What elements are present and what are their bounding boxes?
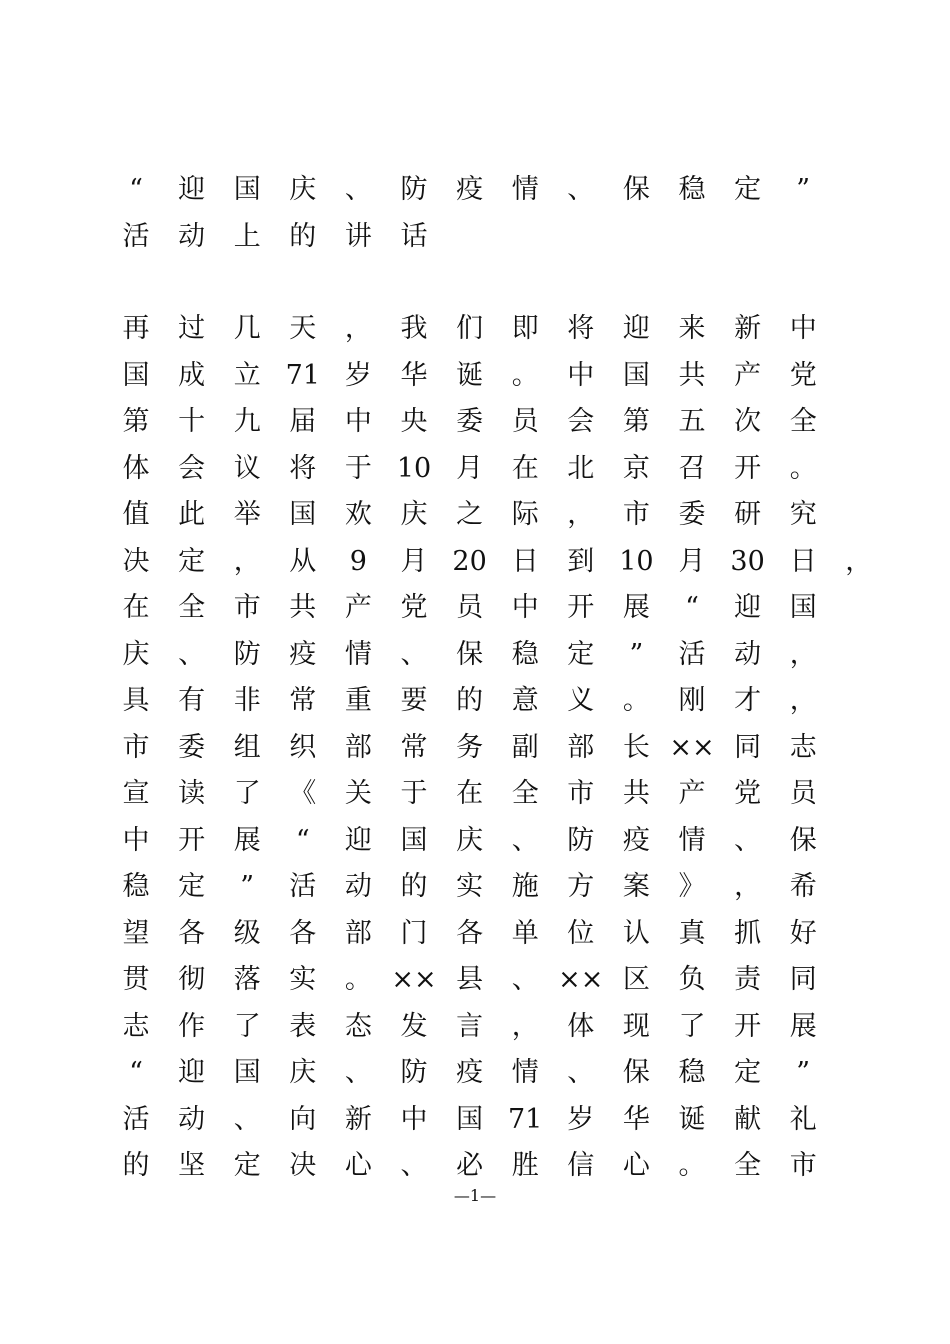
glyph: 活 [122, 1103, 150, 1135]
glyph: 重 [344, 685, 372, 716]
glyph: 产 [734, 359, 762, 391]
glyph: 党 [734, 778, 762, 809]
glyph: 彻 [178, 964, 206, 995]
glyph: 心 [622, 1150, 650, 1181]
glyph: 定 [178, 871, 206, 902]
glyph: ， [567, 499, 595, 530]
text-line [124, 170, 894, 210]
glyph: “ [129, 174, 143, 205]
glyph: ×× [669, 731, 715, 763]
page-number: —1— [453, 1186, 497, 1205]
glyph: 五 [678, 406, 706, 437]
glyph: 稳 [678, 174, 706, 205]
glyph: 庆 [456, 824, 484, 856]
glyph: 意 [511, 685, 539, 716]
text-line [124, 728, 894, 768]
glyph: 庆 [400, 499, 428, 530]
glyph: 疫 [289, 638, 317, 670]
glyph: 国 [233, 174, 261, 205]
glyph: 稳 [678, 1057, 706, 1088]
glyph: 中 [122, 824, 150, 856]
text-line [124, 356, 894, 396]
glyph: 国 [622, 359, 650, 391]
glyph: 希 [789, 871, 817, 902]
glyph: 。 [344, 964, 372, 995]
glyph: 。 [789, 452, 817, 484]
glyph: 稳 [511, 638, 539, 670]
glyph: 71 [508, 1103, 543, 1135]
glyph: 部 [344, 917, 372, 949]
glyph: 庆 [289, 1057, 317, 1088]
glyph: 长 [622, 731, 650, 763]
glyph: 情 [511, 174, 539, 205]
glyph: 迎 [178, 174, 206, 205]
glyph: 市 [622, 499, 650, 530]
glyph: 从 [289, 545, 317, 577]
glyph: 20 [452, 545, 487, 577]
glyph: 几 [233, 313, 261, 344]
glyph: 防 [233, 638, 261, 670]
glyph: 认 [622, 917, 650, 949]
glyph: 月 [400, 545, 428, 577]
glyph: 开 [734, 1010, 762, 1042]
glyph: 日 [511, 545, 539, 577]
glyph: 作 [178, 1010, 206, 1042]
glyph: 坚 [178, 1150, 206, 1181]
glyph: 国 [233, 1057, 261, 1088]
glyph: 防 [567, 824, 595, 856]
glyph: 上 [233, 220, 261, 252]
text-line [124, 774, 894, 814]
glyph: 贯 [122, 964, 150, 995]
text-line [124, 449, 894, 489]
glyph: ” [796, 174, 811, 205]
glyph: 中 [567, 359, 595, 391]
glyph: 党 [789, 359, 817, 391]
glyph: 中 [344, 406, 372, 437]
glyph: 央 [400, 406, 428, 437]
glyph: 有 [178, 685, 206, 716]
text-line [124, 402, 894, 442]
glyph: 新 [344, 1103, 372, 1135]
glyph: 定 [178, 545, 206, 577]
glyph: 中 [400, 1103, 428, 1135]
glyph: 、 [344, 174, 372, 205]
text-line [124, 495, 894, 535]
glyph: 施 [511, 871, 539, 902]
glyph: 情 [678, 824, 706, 856]
glyph: 将 [289, 452, 317, 484]
glyph: 诞 [678, 1103, 706, 1135]
glyph: 的 [400, 871, 428, 902]
glyph: 。 [511, 359, 539, 391]
glyph: 动 [344, 871, 372, 902]
glyph: 实 [456, 871, 484, 902]
glyph: 单 [511, 917, 539, 949]
glyph: ， [233, 545, 261, 577]
glyph: 10 [396, 452, 432, 484]
glyph: 各 [456, 917, 484, 949]
glyph: 9 [349, 545, 367, 577]
glyph: 之 [456, 499, 484, 530]
glyph: 发 [400, 1010, 428, 1042]
glyph: 国 [400, 824, 428, 856]
glyph: 志 [122, 1010, 150, 1042]
glyph: 向 [289, 1103, 317, 1135]
glyph: 了 [233, 778, 261, 809]
glyph: 胜 [511, 1150, 539, 1181]
glyph: 的 [456, 685, 484, 716]
glyph: 案 [622, 871, 650, 902]
glyph: 、 [233, 1103, 261, 1135]
glyph: 部 [567, 731, 595, 763]
glyph: 动 [734, 638, 762, 670]
glyph: 保 [622, 1057, 650, 1088]
glyph: 、 [567, 1057, 595, 1088]
glyph: 市 [233, 592, 261, 623]
glyph: 我 [400, 313, 428, 344]
glyph: 30 [730, 545, 765, 577]
glyph: 保 [789, 824, 817, 856]
glyph: 议 [233, 452, 261, 484]
glyph: 的 [289, 220, 317, 252]
glyph: 71 [285, 359, 320, 391]
glyph: 此 [178, 499, 206, 530]
text-line [124, 542, 894, 582]
glyph: 共 [622, 778, 650, 809]
glyph: 防 [400, 1057, 428, 1088]
glyph: 体 [122, 452, 150, 484]
glyph: 共 [678, 359, 706, 391]
glyph: 员 [511, 406, 539, 437]
glyph: 负 [678, 964, 706, 995]
glyph: 第 [622, 406, 650, 437]
text-line [124, 309, 894, 349]
glyph: 岁 [344, 359, 372, 391]
glyph: ×× [391, 964, 437, 995]
glyph: 庆 [122, 638, 150, 670]
glyph: 、 [734, 824, 762, 856]
glyph: 志 [789, 731, 817, 763]
glyph: 员 [789, 778, 817, 809]
glyph: 务 [456, 731, 484, 763]
glyph: 北 [567, 452, 595, 484]
text-line [124, 635, 894, 675]
glyph: 过 [178, 313, 206, 344]
glyph: 十 [178, 406, 206, 437]
glyph: 疫 [622, 824, 650, 856]
glyph: 研 [734, 499, 762, 530]
glyph: 月 [678, 545, 706, 577]
glyph: 开 [567, 592, 595, 623]
glyph: 市 [789, 1150, 817, 1181]
glyph: 疫 [456, 1057, 484, 1088]
glyph: 到 [567, 545, 595, 577]
glyph: 要 [400, 685, 428, 716]
glyph: ” [240, 871, 255, 902]
glyph: 来 [678, 313, 706, 344]
text-line [124, 867, 894, 907]
glyph: 活 [289, 871, 317, 902]
glyph: 县 [456, 964, 484, 995]
glyph: 展 [233, 824, 261, 856]
glyph: 门 [400, 917, 428, 949]
glyph: 国 [289, 499, 317, 530]
glyph: 将 [567, 313, 595, 344]
glyph: 好 [789, 917, 817, 949]
glyph: 京 [622, 452, 650, 484]
glyph: 际 [511, 499, 539, 530]
glyph: 共 [289, 592, 317, 623]
glyph: 活 [678, 638, 706, 670]
glyph: 国 [789, 592, 817, 623]
text-line [124, 914, 894, 954]
glyph: 即 [511, 313, 539, 344]
glyph: ， [734, 871, 762, 902]
glyph: 全 [789, 406, 817, 437]
text-line [124, 1007, 894, 1047]
glyph: 望 [122, 917, 150, 949]
glyph: 全 [178, 592, 206, 623]
glyph: 非 [233, 685, 261, 716]
glyph: 定 [734, 1057, 762, 1088]
glyph: 于 [400, 778, 428, 809]
glyph: 华 [400, 359, 428, 391]
glyph: 织 [289, 731, 317, 763]
glyph: 在 [456, 778, 484, 809]
glyph: 值 [122, 499, 150, 530]
glyph: 党 [400, 592, 428, 623]
glyph: 情 [344, 638, 372, 670]
glyph: 天 [289, 313, 317, 344]
glyph: 、 [567, 174, 595, 205]
glyph: “ [685, 592, 699, 623]
glyph: 的 [122, 1150, 150, 1181]
glyph: 华 [622, 1103, 650, 1135]
glyph: 会 [567, 406, 595, 437]
glyph: 迎 [622, 313, 650, 344]
glyph: 稳 [122, 871, 150, 902]
glyph: 礼 [789, 1103, 817, 1135]
glyph: 、 [511, 964, 539, 995]
glyph: 关 [344, 778, 372, 809]
glyph: ” [629, 638, 644, 670]
glyph: 组 [233, 731, 261, 763]
glyph: 迎 [344, 824, 372, 856]
glyph: 委 [178, 731, 206, 763]
text-line [124, 960, 894, 1000]
glyph: 中 [511, 592, 539, 623]
glyph: 10 [619, 545, 654, 577]
glyph: 立 [233, 359, 261, 391]
glyph: 才 [734, 685, 762, 716]
glyph: 再 [122, 313, 150, 344]
glyph: 同 [734, 731, 762, 763]
glyph: 产 [678, 778, 706, 809]
glyph: 部 [344, 731, 372, 763]
glyph: 、 [344, 1057, 372, 1088]
glyph: 究 [789, 499, 817, 530]
text-line [124, 821, 894, 861]
glyph: 了 [678, 1010, 706, 1042]
glyph: 在 [511, 452, 539, 484]
glyph: 位 [567, 917, 595, 949]
glyph: 抓 [734, 917, 762, 949]
glyph: 诞 [456, 359, 484, 391]
glyph: 宣 [122, 778, 150, 809]
glyph: 保 [622, 174, 650, 205]
glyph: “ [295, 824, 310, 856]
glyph: 《 [289, 778, 317, 809]
glyph: ， [789, 638, 817, 670]
glyph: 言 [456, 1010, 484, 1042]
glyph: 区 [622, 964, 650, 995]
glyph: 、 [511, 824, 539, 856]
glyph: 在 [122, 592, 150, 623]
text-line [124, 588, 894, 628]
glyph: 召 [678, 452, 706, 484]
glyph: 委 [456, 406, 484, 437]
glyph: 。 [678, 1150, 706, 1181]
glyph: 同 [789, 964, 817, 995]
glyph: 必 [456, 1150, 484, 1181]
glyph: 落 [233, 964, 261, 995]
glyph: 定 [567, 638, 595, 670]
glyph: ， [845, 545, 873, 577]
glyph: 于 [344, 452, 372, 484]
glyph: 。 [622, 685, 650, 716]
glyph: 信 [567, 1150, 595, 1181]
glyph: 迎 [734, 592, 762, 623]
glyph: 定 [734, 174, 762, 205]
glyph: 开 [178, 824, 206, 856]
glyph: 实 [289, 964, 317, 995]
glyph: 迎 [178, 1057, 206, 1088]
text-line [124, 1146, 894, 1186]
glyph: 举 [233, 499, 261, 530]
glyph: 副 [511, 731, 539, 763]
glyph: 新 [734, 313, 762, 344]
glyph: 开 [734, 452, 762, 484]
glyph: 表 [289, 1010, 317, 1042]
glyph: ， [511, 1010, 539, 1042]
glyph: 级 [233, 917, 261, 949]
glyph: 讲 [344, 220, 372, 252]
glyph: 真 [678, 917, 706, 949]
glyph: 刚 [678, 685, 706, 716]
glyph: 全 [734, 1150, 762, 1181]
glyph: 会 [178, 452, 206, 484]
glyph: ×× [558, 964, 604, 995]
text-line [124, 1053, 894, 1093]
glyph: ” [796, 1057, 811, 1088]
glyph: 定 [233, 1150, 261, 1181]
glyph: 献 [734, 1103, 762, 1135]
glyph: 委 [678, 499, 706, 530]
glyph: 防 [400, 174, 428, 205]
glyph: 欢 [344, 499, 372, 530]
glyph: 各 [178, 917, 206, 949]
glyph: ， [344, 313, 372, 344]
glyph: 岁 [567, 1103, 595, 1135]
glyph: 话 [400, 220, 428, 252]
glyph: 市 [567, 778, 595, 809]
glyph: 》 [678, 871, 706, 902]
glyph: 心 [344, 1150, 372, 1181]
glyph: 国 [122, 359, 150, 391]
glyph: 庆 [289, 174, 317, 205]
text-line [124, 1100, 894, 1140]
text-line [124, 217, 894, 257]
glyph: 国 [456, 1103, 484, 1135]
glyph: 产 [344, 592, 372, 623]
glyph: 方 [567, 871, 595, 902]
glyph: 决 [122, 545, 150, 577]
glyph: 日 [789, 545, 817, 577]
glyph: 、 [400, 638, 428, 670]
glyph: 各 [289, 917, 317, 949]
glyph: 届 [289, 406, 317, 437]
glyph: “ [129, 1057, 143, 1088]
glyph: 第 [122, 406, 150, 437]
glyph: 、 [400, 1150, 428, 1181]
glyph: 义 [567, 685, 595, 716]
glyph: 动 [178, 220, 206, 252]
glyph: 月 [456, 452, 484, 484]
glyph: 成 [178, 359, 206, 391]
glyph: 态 [344, 1010, 372, 1042]
glyph: 常 [289, 685, 317, 716]
glyph: 九 [233, 406, 261, 437]
glyph: 、 [178, 638, 206, 670]
glyph: 市 [122, 731, 150, 763]
glyph: 常 [400, 731, 428, 763]
glyph: 员 [456, 592, 484, 623]
glyph: 责 [734, 964, 762, 995]
glyph: 读 [178, 778, 206, 809]
glyph: 动 [178, 1103, 206, 1135]
glyph: ， [789, 685, 817, 716]
glyph: 保 [456, 638, 484, 670]
glyph: 展 [789, 1010, 817, 1042]
glyph: 活 [122, 220, 150, 252]
glyph: 体 [567, 1010, 595, 1042]
glyph: 现 [622, 1010, 650, 1042]
glyph: 情 [511, 1057, 539, 1088]
glyph: 具 [122, 685, 150, 716]
text-line [124, 681, 894, 721]
glyph: 中 [789, 313, 817, 344]
glyph: 们 [456, 313, 484, 344]
glyph: 疫 [456, 174, 484, 205]
glyph: 展 [622, 592, 650, 623]
glyph: 决 [289, 1150, 317, 1181]
glyph: 了 [233, 1010, 261, 1042]
glyph: 次 [734, 406, 762, 437]
glyph: 全 [511, 778, 539, 809]
